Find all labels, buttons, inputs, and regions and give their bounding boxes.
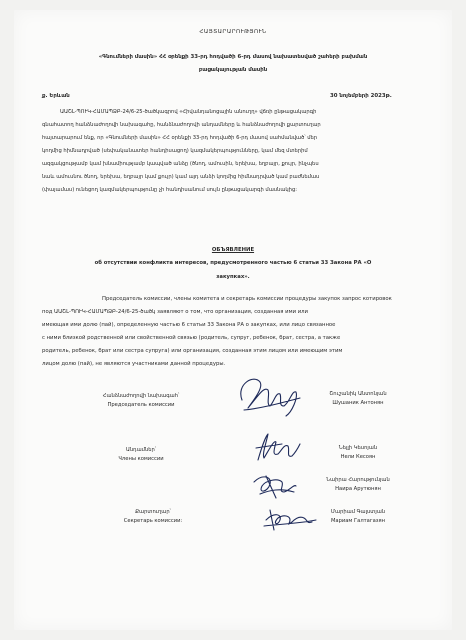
- chair-role-ru: Председатель комиссии: [107, 402, 175, 408]
- chair-signature: [234, 372, 304, 418]
- member1-name-hy: Նելլի Կեսոյան: [338, 445, 378, 451]
- secretary-name-hy: Մարիամ Գալստյան: [330, 509, 386, 515]
- member2-name-hy: Նաիրա Հարությունյան: [326, 477, 390, 483]
- subtitle-hy-line2: բացակայության մասին: [198, 67, 268, 73]
- members-role-ru: Члены комиссии: [118, 456, 164, 462]
- member1-name-ru: Нели Кесоян: [340, 454, 376, 460]
- subtitle-ru-line1: об отсутствии конфликта интересов, предусмотренного частью 6 статьи 33 Закона РА «О: [94, 260, 372, 266]
- chair-name-hy: Շուշանիկ Անտոնյան: [329, 391, 387, 397]
- body-hy-line: կողմից հիմնադրված (սեփականատեր հանդիսացող) կազմակերպությունները, կամ մեզ մտերիմ: [42, 148, 308, 154]
- member2-signature: [250, 468, 300, 502]
- body-ru-line: родитель, ребенок, брат или сестра супруга) или организация, созданная этим лицом или имеющим этим: [42, 348, 343, 354]
- secretary-name-ru: Мариам Галтагазян: [330, 518, 386, 524]
- body-hy: [42, 106, 432, 197]
- place-date: 30 նոյեմբերի 2023թ.: [330, 93, 392, 99]
- title-ru: ОБЪЯВЛЕНИЕ: [211, 247, 255, 253]
- body-hy-line: հայտարարում ենք, որ «Գնումների մասին» ՀՀ օրենքի 33-րդ հոդվածի 6-րդ մասով սահմանված՝ մեր: [42, 135, 318, 141]
- body-hy-line: ԱԱՇԼ-ՊՈՒԿ-ՀԱՄԱՊՁԲ-24/6-25-ծածկագրով «Հիվանդանոցային անուղղ» վճռի ընթացակարգի: [60, 109, 317, 115]
- body-hy-line: ազգակցությամբ կամ խնամիությամբ կապված անձը (ծնող, ամուսին, երեխա, եղբայր, քույր, ինչպես: [42, 161, 319, 167]
- body-hy-line: գնահատող հանձնաժողովի նախագահը, հանձնաժողովի անդամները և հանձնաժողովի քարտուղար: [42, 122, 321, 128]
- chair-role-hy: Հանձնաժողովի նախագահ՝: [102, 393, 180, 399]
- body-ru-line: лицом долю (пай), не являются участниками данной процедуры.: [42, 361, 226, 367]
- chair-name-ru: Шушаник Антонян: [332, 400, 384, 406]
- body-ru-line: с ними близкой родственной или свойственной связью (родитель, супруг, ребенок, брат, сестра, а также: [42, 335, 341, 341]
- title-hy: ՀԱՅՏԱՐԱՐՈՒԹՅՈՒՆ: [199, 29, 267, 35]
- place-city: ք. Երևան: [42, 93, 70, 99]
- body-ru-line: имеющая ими долю (пай), определенную частью 6 статьи 33 Закона РА о закупках, или лицо связанное: [42, 322, 336, 328]
- member1-signature: [252, 430, 302, 466]
- members-role-hy: Անդամներ՝: [125, 447, 157, 453]
- member2-name-ru: Наира Арутюнян: [335, 486, 381, 492]
- secretary-role-ru: Секретарь комиссии:: [123, 518, 183, 524]
- subtitle-ru-line2: закупках».: [216, 274, 250, 280]
- secretary-role-hy: Քարտուղար՝: [135, 509, 171, 515]
- body-hy-line: նաև ամուսնու ծնող, երեխա, եղբայր կամ քույր) կամ այդ անձի կողմից հիմնադրված կամ բաժնեմաս: [42, 174, 320, 180]
- subtitle-hy-line1: «Գնումների մասին» ՀՀ օրենքի 33-րդ հոդվածի 6-րդ մասով նախատեսված շահերի բախման: [98, 54, 368, 60]
- body-hy-line: (փայամաս) ունեցող կազմակերպությունը չի հանդիսանում սույն ընթացակարգի մասնակից:: [42, 187, 297, 193]
- body-ru: [42, 293, 432, 371]
- document-page: [14, 10, 452, 630]
- body-ru-line: Председатель комиссии, члены комитета и секретарь комиссии процедуры закупок запрос котировок: [102, 296, 392, 302]
- body-ru-line: под ԱԱՇԼ-ՊՈՒԿ-ՀԱՄԱՊՁԲ-24/6-25-ծածկ заявляют о том, что организация, созданная ими или: [42, 309, 308, 315]
